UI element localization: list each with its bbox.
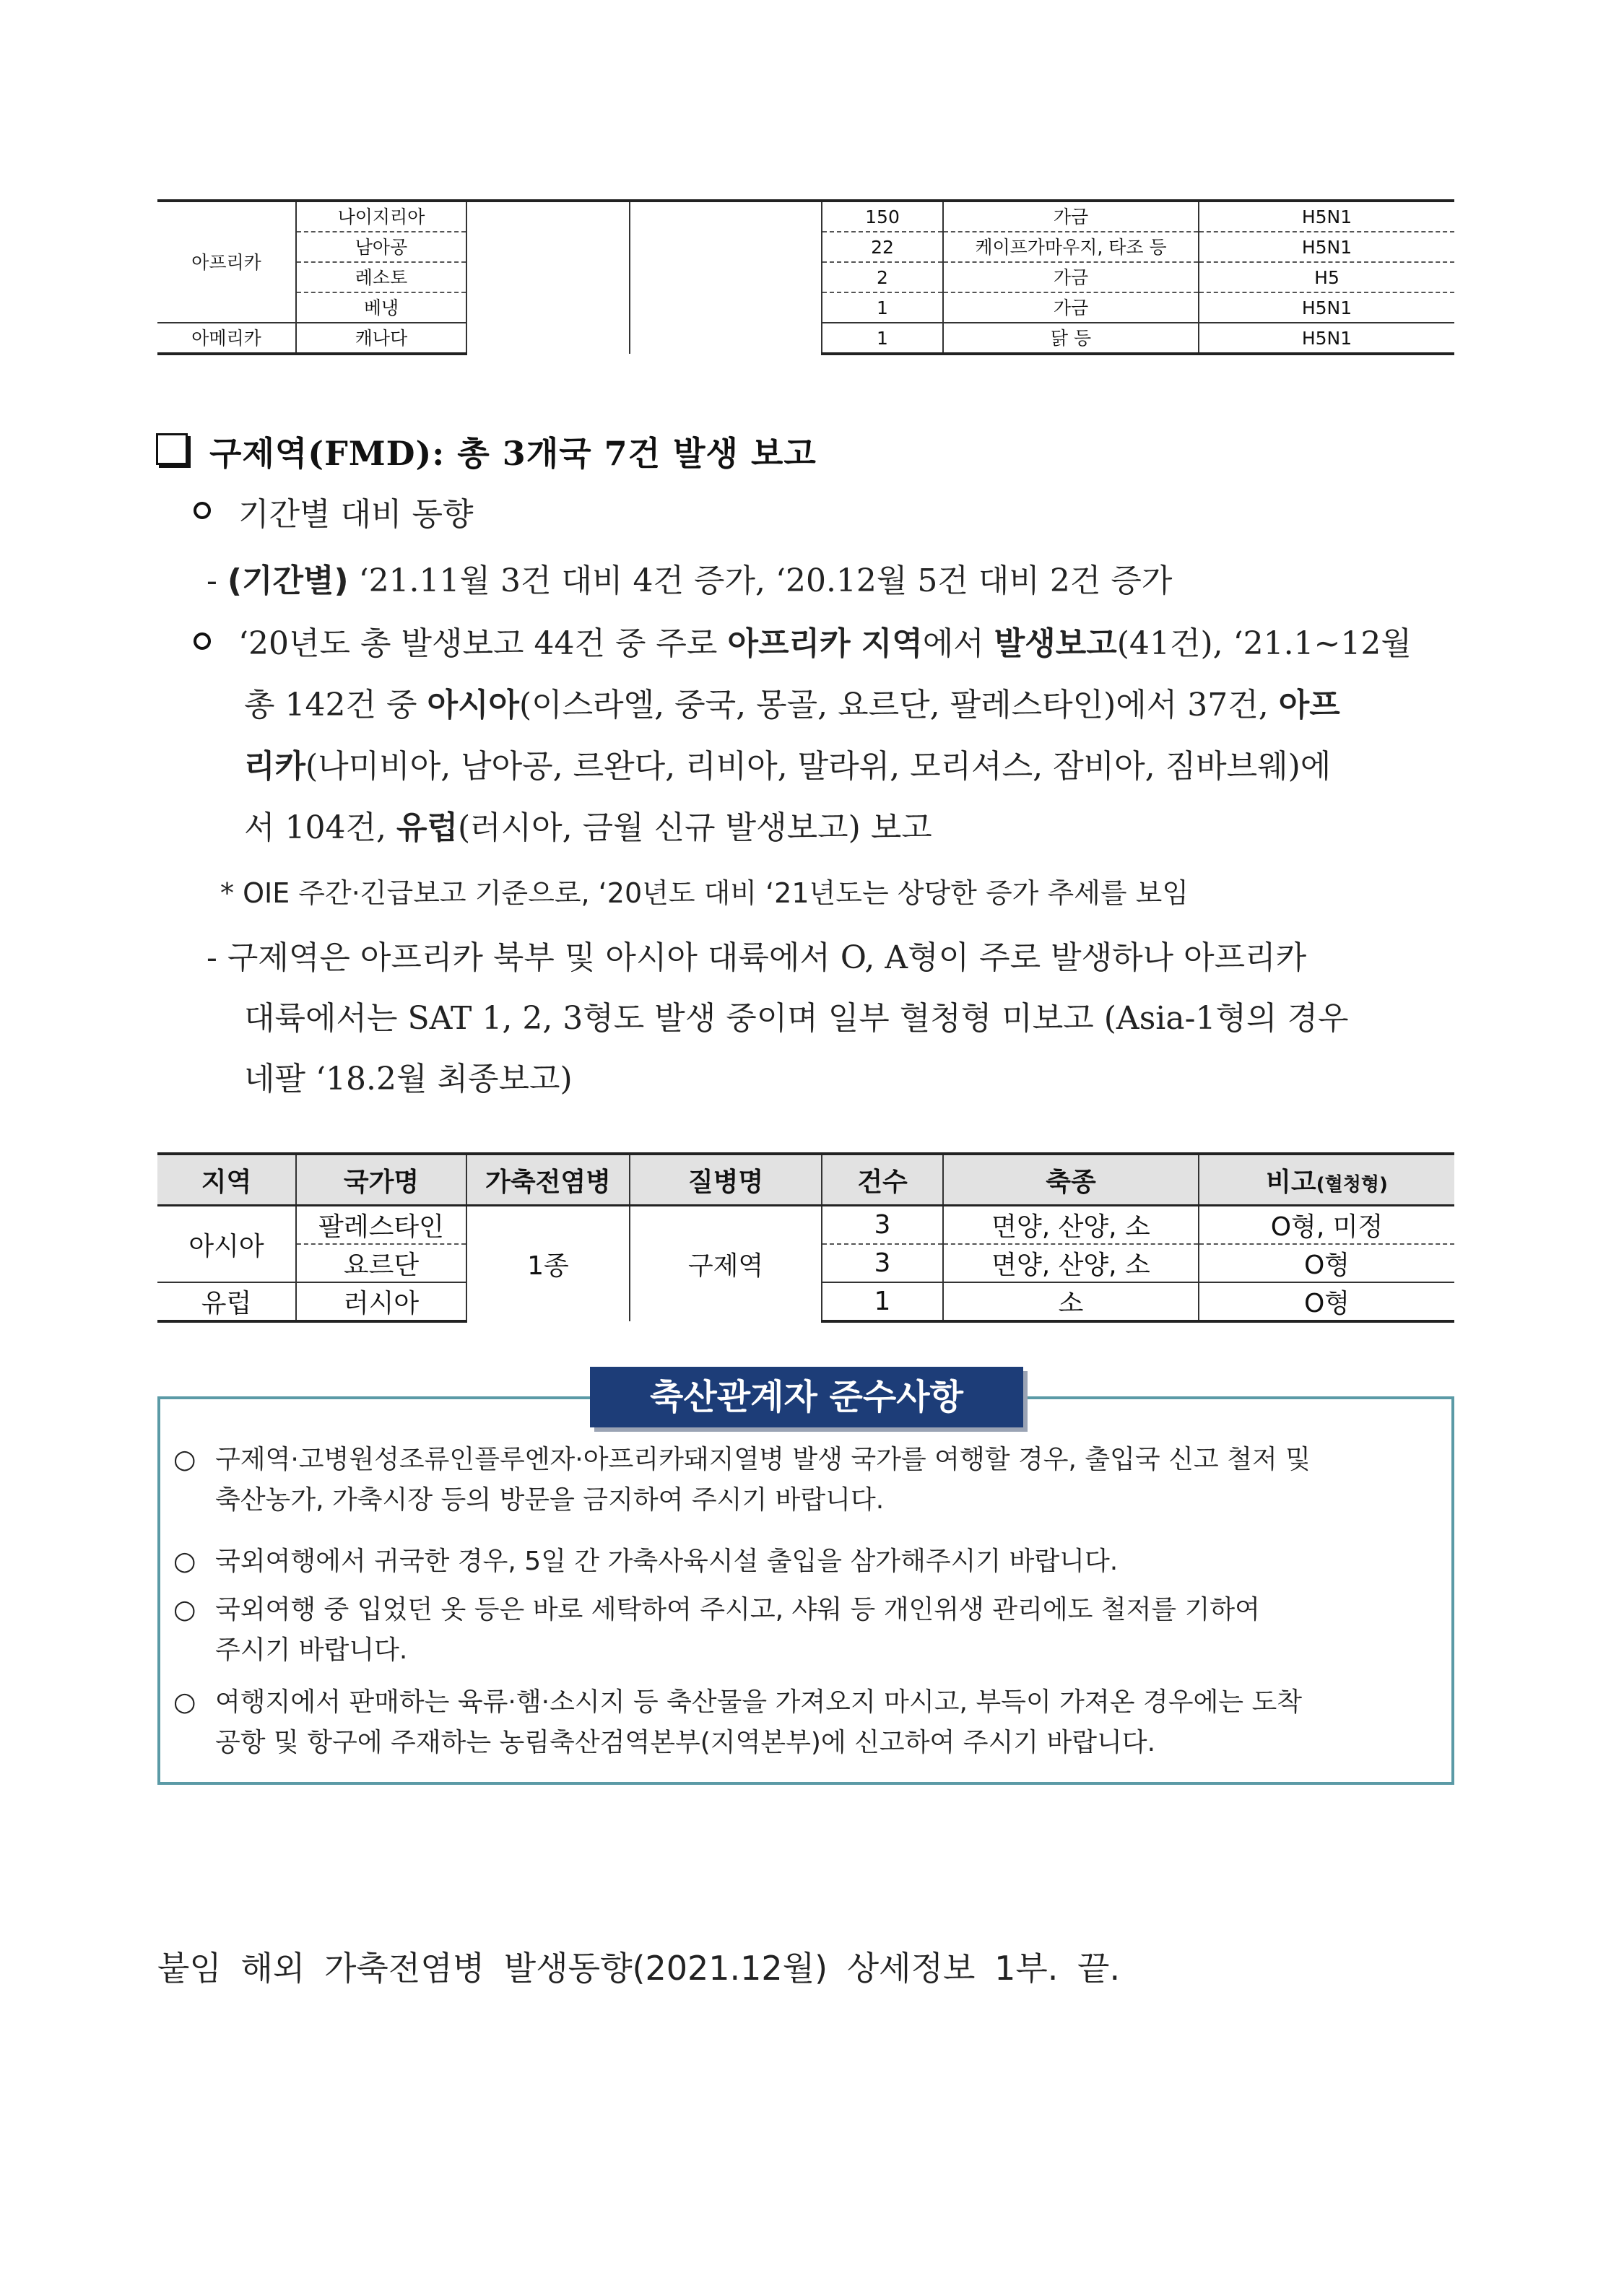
header-text: 비고 — [1266, 1167, 1316, 1197]
country-cell: 캐나다 — [296, 323, 466, 354]
paragraph-line: 대륙에서는 SAT 1, 2, 3형도 발생 중이며 일부 혈청형 미보고 (Asia-1형의 경우 — [244, 1000, 1349, 1037]
country-cell: 팔레스타인 — [296, 1206, 466, 1245]
notice-text: 주시기 바랍니다. — [215, 1635, 408, 1665]
col-header: 건수 — [822, 1154, 943, 1206]
country-cell: 나이지리아 — [296, 201, 466, 232]
footnote: * OIE 주간·긴급보고 기준으로, ‘20년도 대비 ‘21년도는 상당한 증가 추세를 보임 — [220, 877, 1189, 909]
paragraph-line: - 구제역은 아프리카 북부 및 아시아 대륙에서 O, A형이 주로 발생하나 아프리카 — [207, 939, 1307, 976]
notice-item — [173, 1440, 1311, 1521]
notice-item — [173, 1541, 1118, 1582]
notice-item — [173, 1682, 1302, 1763]
empty-cell — [630, 201, 822, 354]
table-header-row — [157, 1154, 1454, 1206]
col-header: 가축전염병 — [466, 1154, 630, 1206]
paragraph-line — [244, 740, 1331, 786]
col-header — [1199, 1154, 1454, 1206]
col-header: 국가명 — [296, 1154, 466, 1206]
country-cell: 러시아 — [296, 1282, 466, 1321]
attachment-line: 붙임 해외 가축전염병 발생동향(2021.12월) 상세정보 1부. 끝. — [157, 1949, 1121, 1988]
col-header: 질병명 — [630, 1154, 822, 1206]
bold-span: 아시아 — [427, 687, 519, 723]
period-label: (기간별) — [227, 562, 349, 599]
text-span: (이스라엘, 중국, 몽골, 요르단, 팔레스타인)에서 37건, — [518, 687, 1279, 723]
count-cell: 3 — [822, 1206, 943, 1245]
paragraph-line — [244, 801, 932, 848]
section-checkbox-icon — [156, 433, 188, 465]
paragraph-line — [244, 679, 1340, 725]
notice-text: 구제역·고병원성조류인플루엔자·아프리카돼지열병 발생 국가를 여행할 경우, 출입국 신고 철저 및 — [215, 1445, 1311, 1474]
period-text: ‘21.11월 3건 대비 4건 증가, ‘20.12월 5건 대비 2건 증가 — [348, 562, 1173, 599]
serotype-cell: H5N1 — [1199, 323, 1454, 354]
species-cell: 가금 — [943, 292, 1199, 323]
notice-item — [173, 1590, 1260, 1671]
empty-cell — [466, 201, 630, 354]
bold-span: 발생보고 — [994, 625, 1117, 662]
serotype-cell: H5N1 — [1199, 201, 1454, 232]
species-cell: 가금 — [943, 201, 1199, 232]
country-cell: 베냉 — [296, 292, 466, 323]
circle-bullet-icon — [194, 502, 211, 519]
table-row — [157, 1206, 1454, 1245]
header-subtext: (혈청형) — [1316, 1173, 1388, 1196]
table-row — [157, 201, 1454, 232]
country-cell: 레소토 — [296, 262, 466, 292]
note-cell: O형 — [1199, 1282, 1454, 1321]
bold-span: 아프리카 지역 — [727, 625, 923, 662]
count-cell: 1 — [822, 292, 943, 323]
paragraph-line — [238, 617, 1412, 664]
note-cell: O형 — [1199, 1244, 1454, 1282]
serotype-cell: H5N1 — [1199, 292, 1454, 323]
count-cell: 2 — [822, 262, 943, 292]
circle-bullet-icon: ○ — [173, 1547, 196, 1576]
count-cell: 1 — [822, 1282, 943, 1321]
note-cell: O형, 미정 — [1199, 1206, 1454, 1245]
notice-title: 축산관계자 준수사항 — [590, 1367, 1023, 1427]
bold-span: 아프 — [1278, 687, 1340, 723]
notice-text: 공항 및 항구에 주재하는 농림축산검역본부(지역본부)에 신고하여 주시기 바랍니다. — [215, 1728, 1156, 1757]
text-span: 에서 — [922, 625, 994, 662]
count-cell: 22 — [822, 232, 943, 262]
col-header: 지역 — [157, 1154, 296, 1206]
text-span: (나미비아, 남아공, 르완다, 리비아, 말라위, 모리셔스, 잠비아, 짐바브웨)에 — [305, 748, 1332, 785]
species-cell: 닭 등 — [943, 323, 1199, 354]
circle-bullet-icon: ○ — [173, 1687, 196, 1717]
species-cell: 가금 — [943, 262, 1199, 292]
disease-class-cell: 1종 — [466, 1206, 630, 1322]
text-span: 총 142건 중 — [244, 687, 427, 723]
circle-bullet-icon: ○ — [173, 1595, 196, 1625]
notice-text: 국외여행 중 입었던 옷 등은 바로 세탁하여 주시고, 샤워 등 개인위생 관리에도 철저를 기하여 — [215, 1595, 1260, 1625]
region-cell: 아시아 — [157, 1206, 296, 1283]
serotype-cell: H5 — [1199, 262, 1454, 292]
count-cell: 150 — [822, 201, 943, 232]
text-span: 서 104건, — [244, 809, 396, 846]
country-cell: 남아공 — [296, 232, 466, 262]
region-cell: 아메리카 — [157, 323, 296, 354]
disease-name-cell: 구제역 — [630, 1206, 822, 1322]
notice-text: 축산농가, 가축시장 등의 방문을 금지하여 주시기 바랍니다. — [215, 1485, 885, 1515]
avian-flu-table-continued — [157, 199, 1454, 355]
species-cell: 면양, 산양, 소 — [943, 1206, 1199, 1245]
bold-span: 리카 — [244, 748, 306, 785]
species-cell: 소 — [943, 1282, 1199, 1321]
notice-text: 국외여행에서 귀국한 경우, 5일 간 가축사육시설 출입을 삼가해주시기 바랍니다. — [215, 1547, 1119, 1576]
species-cell: 면양, 산양, 소 — [943, 1244, 1199, 1282]
region-cell: 유럽 — [157, 1282, 296, 1321]
paragraph-line: 네팔 ‘18.2월 최종보고) — [244, 1061, 573, 1097]
text-span: (러시아, 금월 신규 발생보고) 보고 — [457, 809, 932, 846]
region-cell: 아프리카 — [157, 201, 296, 323]
count-cell: 3 — [822, 1244, 943, 1282]
circle-bullet-icon — [194, 632, 211, 650]
notice-text: 여행지에서 판매하는 육류·햄·소시지 등 축산물을 가져오지 마시고, 부득이 가져온 경우에는 도착 — [215, 1687, 1303, 1717]
sub-heading: 기간별 대비 동향 — [238, 496, 474, 533]
fmd-table — [157, 1152, 1454, 1323]
period-line: - (기간별) ‘21.11월 3건 대비 4건 증가, ‘20.12월 5건 대비 2건 증가 — [207, 562, 1173, 599]
country-cell: 요르단 — [296, 1244, 466, 1282]
text-span: (41건), ‘21.1~12월 — [1116, 625, 1412, 662]
circle-bullet-icon: ○ — [173, 1445, 196, 1474]
bold-span: 유럽 — [396, 809, 458, 846]
col-header: 축종 — [943, 1154, 1199, 1206]
species-cell: 케이프가마우지, 타조 등 — [943, 232, 1199, 262]
serotype-cell: H5N1 — [1199, 232, 1454, 262]
section-heading: 구제역(FMD): 총 3개국 7건 발생 보고 — [209, 434, 817, 473]
text-span: ‘20년도 총 발생보고 44건 중 주로 — [238, 625, 728, 662]
count-cell: 1 — [822, 323, 943, 354]
